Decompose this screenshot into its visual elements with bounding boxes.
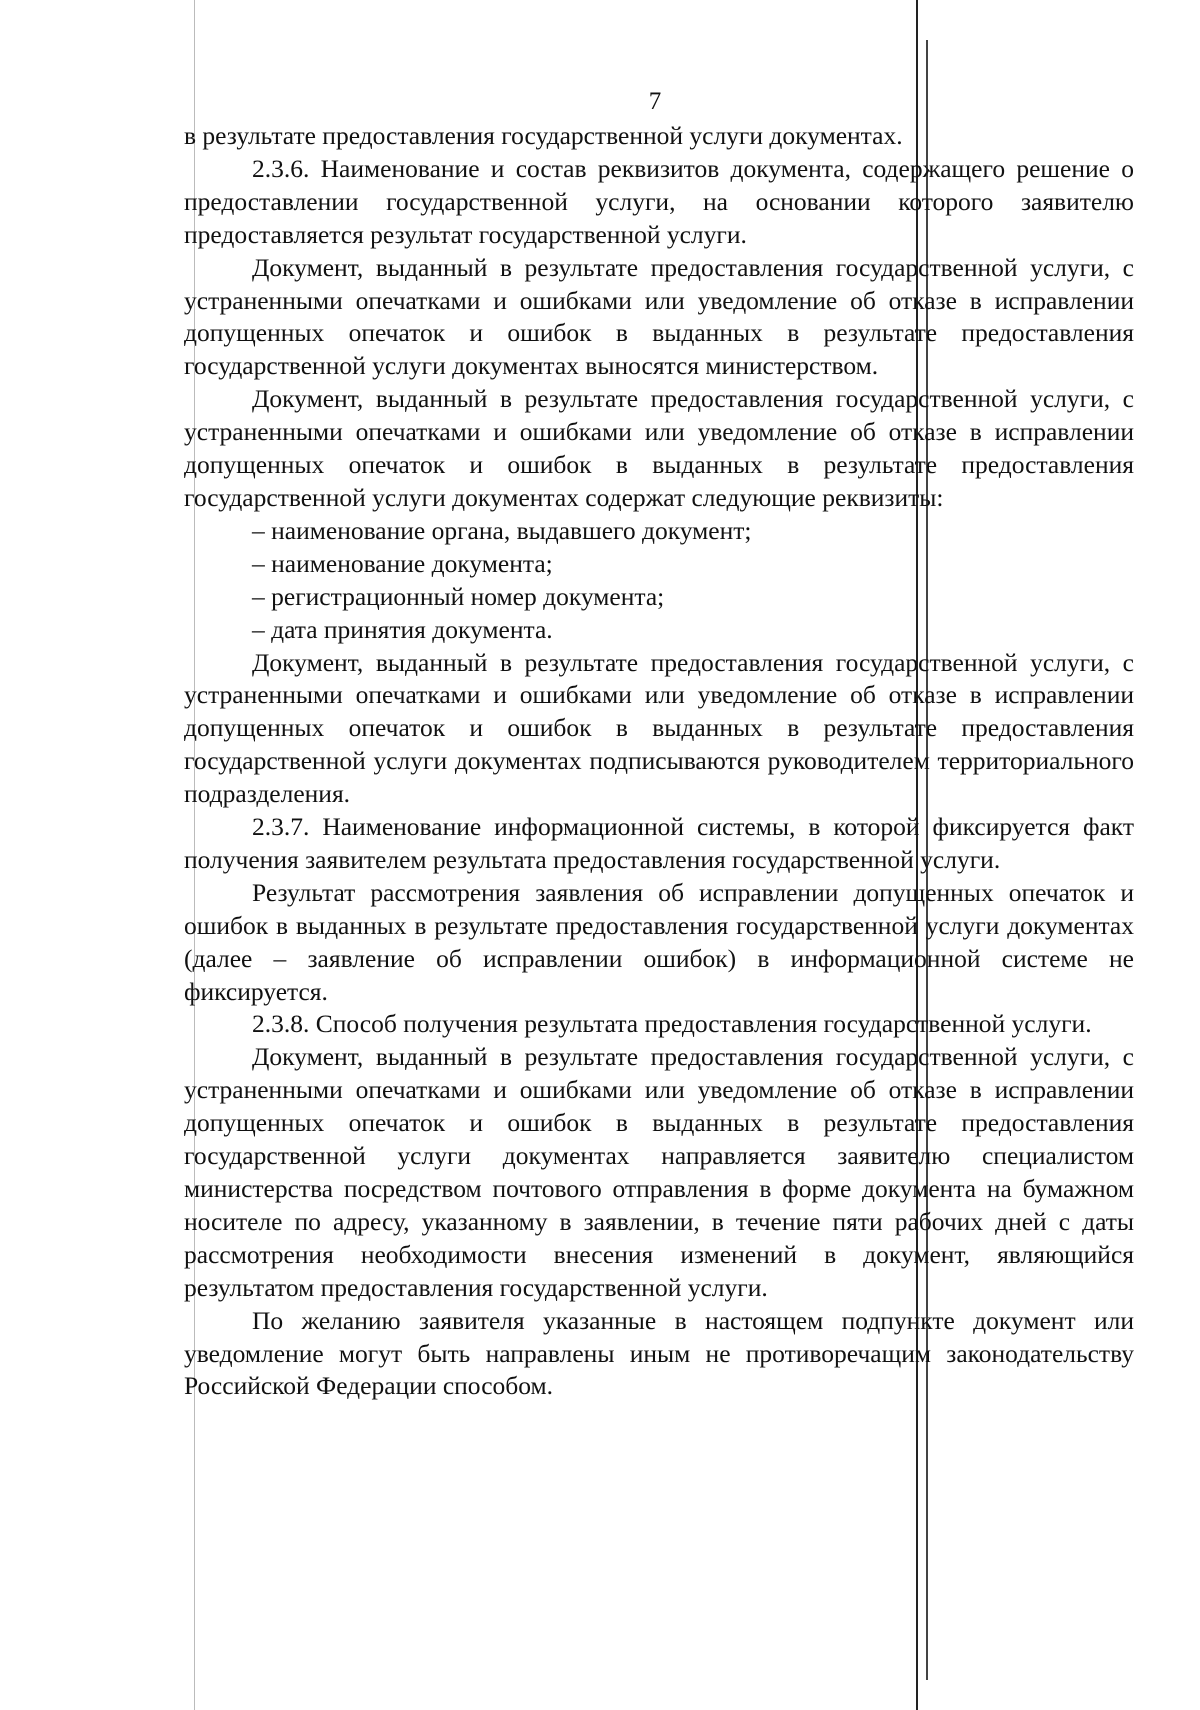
document-body — [184, 120, 1134, 1403]
paragraph: Документ, выданный в результате предоставления государственной услуги, с устраненными опечатками и ошибками или уведомление об отказе в исправлении допущенных опечаток и ошибок в выданных в результате предоставления государственной услуги документах выносятся министерством. — [184, 252, 1134, 381]
section-heading-2-3-8: 2.3.8. Способ получения результата предоставления государственной услуги. — [252, 1009, 1092, 1039]
paragraph: Документ, выданный в результате предоставления государственной услуги, с устраненными опечатками и ошибками или уведомление об отказе в исправлении допущенных опечаток и ошибок в выданных в результате предоставления государственной услуги документах направляется заявителю специалистом министерства посредством почтового отправления в форме документа на бумажном носителе по адресу, указанному в заявлении, в течение пяти рабочих дней с даты рассмотрения необходимости внесения изменений в документ, являющийся результатом предоставления государственной услуги. — [184, 1042, 1134, 1302]
paragraph: Документ, выданный в результате предоставления государственной услуги, с устраненными опечатками и ошибками или уведомление об отказе в исправлении допущенных опечаток и ошибок в выданных в результате предоставления государственной услуги документах подписываются руководителем территориального подразделения. — [184, 647, 1134, 809]
list-item: – регистрационный номер документа; — [252, 581, 665, 611]
paragraph-continuation: в результате предоставления государственной услуги документах. — [184, 121, 903, 150]
paragraph: По желанию заявителя указанные в настоящем подпункте документ или уведомление могут быть направлены иным не противоречащим законодательству Российской Федерации способом. — [184, 1305, 1134, 1401]
section-heading-2-3-7: 2.3.7. Наименование информационной системы, в которой фиксируется факт получения заявителем результата предоставления государственной услуги. — [184, 812, 1134, 874]
paragraph: Документ, выданный в результате предоставления государственной услуги, с устраненными опечатками и ошибками или уведомление об отказе в исправлении допущенных опечаток и ошибок в выданных в результате предоставления государственной услуги документах содержат следующие реквизиты: — [184, 384, 1134, 512]
list-item: – наименование органа, выдавшего документ; — [252, 515, 752, 545]
page-number: 7 — [648, 88, 662, 115]
list-item: – наименование документа; — [252, 548, 553, 578]
list-item: – дата принятия документа. — [252, 614, 553, 644]
section-heading-2-3-6: 2.3.6. Наименование и состав реквизитов документа, содержащего решение о предоставлении государственной услуги, на основании которого заявителю предоставляется результат государственной услуги. — [184, 153, 1134, 249]
paragraph: Результат рассмотрения заявления об исправлении допущенных опечаток и ошибок в выданных в результате предоставления государственной услуги документах (далее – заявление об исправлении ошибок) в информационной системе не фиксируется. — [184, 877, 1134, 1006]
